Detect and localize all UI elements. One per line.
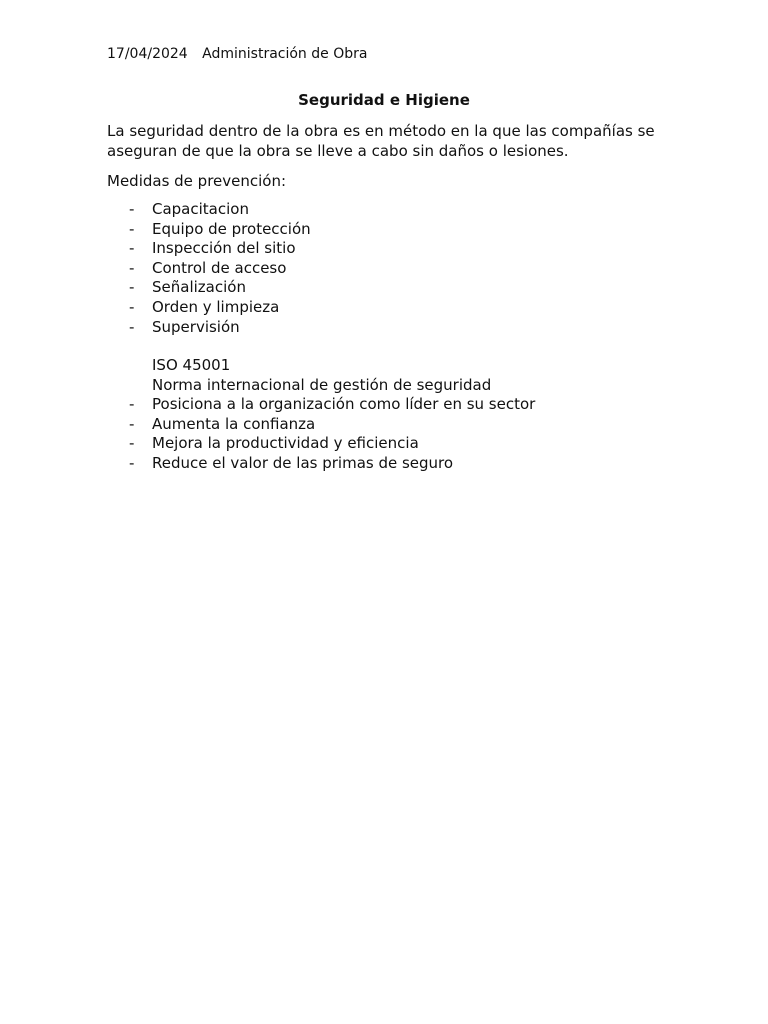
bullet-dash: - (129, 453, 135, 472)
bullet-dash: - (129, 278, 135, 297)
prevention-heading: Medidas de prevención: (107, 172, 287, 190)
list-item-text: Orden y limpieza (152, 297, 280, 316)
iso-subtitle: Norma internacional de gestión de seguridad (152, 375, 492, 394)
bullet-dash: - (129, 219, 135, 238)
header-subject: Administración de Obra (202, 46, 368, 62)
list-item (107, 434, 535, 454)
list-item-text: Capacitacion (152, 200, 249, 218)
bullet-dash: - (129, 239, 135, 258)
list-item-text: Aumenta la confianza (152, 414, 316, 433)
intro-paragraph: La seguridad dentro de la obra es en método en la que las compañías se aseguran de que la obra se lleve a cabo sin daños o lesiones. (107, 122, 655, 160)
list-item-text: Supervisión (152, 317, 240, 336)
list-item-text: Mejora la productividad y eficiencia (152, 434, 419, 453)
list-item-text: Posiciona a la organización como líder en su sector (152, 395, 536, 413)
list-item-text: Señalización (152, 278, 246, 297)
list-item-text: Reduce el valor de las primas de seguro (152, 453, 454, 472)
list-item (107, 415, 535, 435)
bullet-dash: - (129, 414, 135, 433)
bullet-dash: - (129, 200, 135, 218)
list-item (107, 395, 535, 415)
document-title: Seguridad e Higiene (298, 91, 470, 109)
iso-section-header (152, 356, 491, 395)
header-date: 17/04/2024 (107, 46, 188, 62)
prevention-list (107, 200, 311, 337)
list-item-text: Inspección del sitio (152, 239, 296, 258)
list-item (107, 318, 311, 338)
list-item (107, 239, 311, 259)
bullet-dash: - (129, 317, 135, 336)
page-header (107, 45, 367, 63)
list-item (107, 298, 311, 318)
list-item-text: Control de acceso (152, 258, 287, 277)
bullet-dash: - (129, 297, 135, 316)
iso-title: ISO 45001 (152, 356, 231, 374)
list-item (107, 200, 311, 220)
iso-benefits-list (107, 395, 535, 473)
bullet-dash: - (129, 258, 135, 277)
list-item (107, 454, 535, 474)
bullet-dash: - (129, 395, 135, 413)
list-item (107, 220, 311, 240)
bullet-dash: - (129, 434, 135, 453)
list-item-text: Equipo de protección (152, 219, 311, 238)
list-item (107, 278, 311, 298)
list-item (107, 259, 311, 279)
